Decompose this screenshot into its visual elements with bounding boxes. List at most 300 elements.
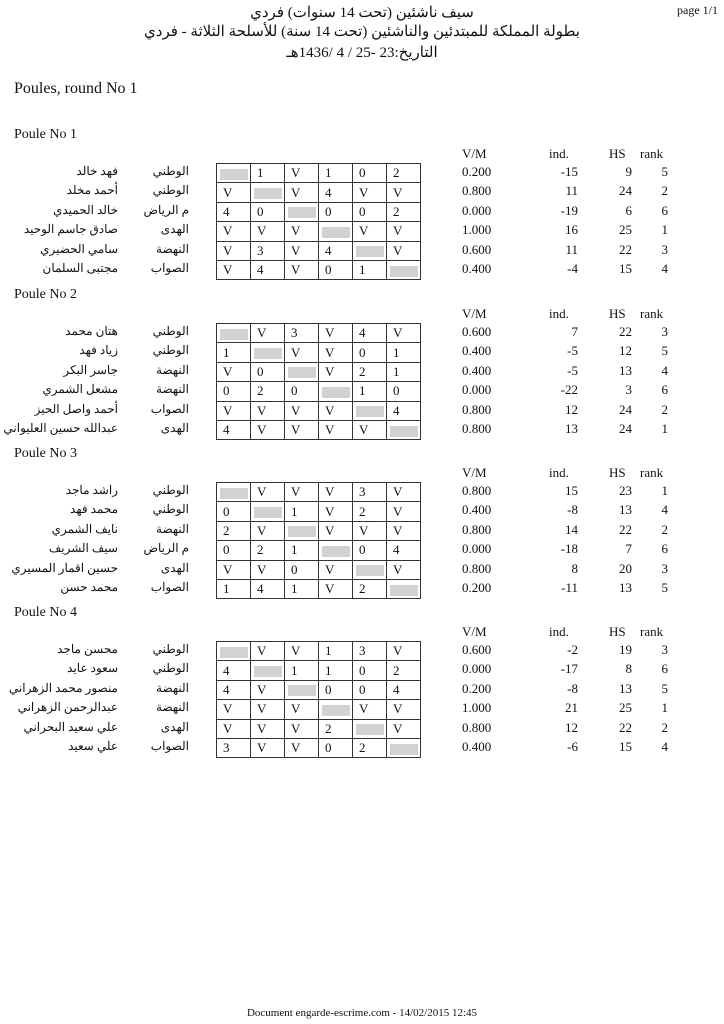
self-bout-shading <box>322 546 350 557</box>
rank-header: rank <box>640 465 664 480</box>
bout-cell: 2 <box>353 738 387 757</box>
vm-value: 0.800 <box>462 483 492 498</box>
fencer-name: مشعل الشمري <box>42 382 118 397</box>
grid-row <box>217 680 421 699</box>
fencer-club: الهدى <box>160 719 189 734</box>
ind-value: -15 <box>560 164 578 179</box>
grid-row <box>217 420 421 439</box>
fencer-name: زياد فهد <box>79 343 118 358</box>
self-bout-shading <box>390 266 418 277</box>
bout-cell: V <box>387 521 421 540</box>
vm-value: 0.000 <box>462 382 492 398</box>
fencer-name: راشد ماجد <box>65 483 118 497</box>
bout-cell: V <box>319 502 353 521</box>
fencer-club: النهضة <box>156 362 189 377</box>
bout-cell <box>285 202 319 221</box>
grid-row <box>217 483 421 502</box>
ind-value: -5 <box>567 362 578 378</box>
grid-row <box>217 719 421 738</box>
bout-cell: 1 <box>353 382 387 401</box>
ind-value: -19 <box>560 202 578 218</box>
rank-value: 5 <box>661 343 668 359</box>
vm-header: V/M <box>462 306 487 321</box>
bout-grid <box>216 482 421 599</box>
hs-value: 22 <box>619 324 632 339</box>
self-bout-shading <box>254 348 282 359</box>
bout-cell: 0 <box>353 541 387 560</box>
bout-cell: V <box>387 719 421 738</box>
rank-value: 1 <box>661 700 668 716</box>
bout-cell: V <box>217 241 251 260</box>
bout-cell: 4 <box>251 579 285 598</box>
fencer-name: هتان محمد <box>65 324 118 338</box>
fencer-name: محسن ماجد <box>57 642 118 656</box>
bout-cell <box>353 719 387 738</box>
bout-cell: 2 <box>217 521 251 540</box>
rank-value: 2 <box>661 183 668 199</box>
ind-header: ind. <box>549 465 569 480</box>
vm-value: 0.200 <box>462 580 492 595</box>
bout-cell <box>353 401 387 420</box>
vm-value: 0.800 <box>462 521 492 537</box>
bout-cell: 2 <box>353 502 387 521</box>
bout-cell: V <box>387 560 421 579</box>
bout-cell: 4 <box>217 680 251 699</box>
ind-header: ind. <box>549 624 569 639</box>
rank-value: 1 <box>661 483 668 498</box>
bout-cell: V <box>285 642 319 661</box>
bout-cell: 2 <box>319 719 353 738</box>
vm-value: 0.000 <box>462 202 492 218</box>
bout-cell: 0 <box>353 343 387 362</box>
bout-cell: 0 <box>353 164 387 183</box>
ind-value: -8 <box>567 502 578 518</box>
hs-value: 24 <box>619 401 632 417</box>
bout-cell: 1 <box>319 164 353 183</box>
fencer-name: سامي الحضيري <box>40 241 118 256</box>
self-bout-shading <box>390 426 418 437</box>
fencer-name: جاسر البكر <box>63 362 118 377</box>
self-bout-shading <box>288 685 316 696</box>
bout-cell: V <box>353 700 387 719</box>
bout-cell: 2 <box>387 164 421 183</box>
ind-value: -17 <box>560 661 578 677</box>
bout-cell: V <box>319 401 353 420</box>
bout-cell: V <box>251 483 285 502</box>
rank-value: 1 <box>661 222 668 238</box>
ind-value: 15 <box>565 483 578 498</box>
fencer-club: الوطني <box>152 343 189 358</box>
hs-value: 7 <box>625 541 632 557</box>
vm-value: 0.800 <box>462 421 492 436</box>
fencer-club: م الرياض <box>143 202 189 217</box>
self-bout-shading <box>322 387 350 398</box>
rank-value: 3 <box>661 241 668 257</box>
bout-cell <box>387 579 421 598</box>
bout-cell <box>387 738 421 757</box>
rank-value: 3 <box>661 642 668 657</box>
bout-cell: V <box>319 521 353 540</box>
grid-row <box>217 362 421 381</box>
bout-grid <box>216 641 421 758</box>
ind-header: ind. <box>549 146 569 161</box>
bout-cell: V <box>251 700 285 719</box>
bout-cell: 1 <box>285 661 319 680</box>
bout-cell <box>217 324 251 343</box>
bout-cell <box>251 661 285 680</box>
bout-cell: V <box>387 502 421 521</box>
rank-header: rank <box>640 624 664 639</box>
vm-value: 0.600 <box>462 241 492 257</box>
poule-title: Poule No 1 <box>14 127 77 142</box>
bout-cell: V <box>319 324 353 343</box>
vm-header: V/M <box>462 146 487 161</box>
grid-row <box>217 541 421 560</box>
bout-cell: 1 <box>319 642 353 661</box>
rank-value: 5 <box>661 164 668 179</box>
page-number: page 1/1 <box>677 3 718 17</box>
grid-row <box>217 164 421 183</box>
bout-cell: 4 <box>217 661 251 680</box>
bout-cell: 0 <box>319 680 353 699</box>
bout-cell: 0 <box>285 382 319 401</box>
vm-value: 0.200 <box>462 164 492 179</box>
hs-value: 24 <box>619 183 632 199</box>
bout-cell: V <box>251 420 285 439</box>
bout-cell <box>251 183 285 202</box>
rank-value: 4 <box>661 502 668 518</box>
fencer-club: الوطني <box>152 164 189 178</box>
rank-value: 4 <box>661 362 668 378</box>
hs-value: 19 <box>619 642 632 657</box>
ind-value: 13 <box>565 421 578 436</box>
bout-cell <box>387 420 421 439</box>
self-bout-shading <box>288 207 316 218</box>
rank-value: 6 <box>661 661 668 677</box>
self-bout-shading <box>220 329 248 340</box>
bout-cell: 3 <box>217 738 251 757</box>
bout-cell: V <box>387 222 421 241</box>
bout-cell: 0 <box>319 260 353 279</box>
fencer-club: الصواب <box>150 580 189 594</box>
fencer-club: الهدى <box>160 421 189 435</box>
fencer-name: محمد حسن <box>60 580 118 594</box>
bout-cell: 4 <box>353 324 387 343</box>
fencer-name: علي سعيد <box>68 739 118 753</box>
vm-value: 0.800 <box>462 183 492 199</box>
rank-value: 5 <box>661 680 668 696</box>
bout-cell: V <box>285 483 319 502</box>
bout-cell: 0 <box>251 202 285 221</box>
bout-cell <box>319 700 353 719</box>
bout-cell: 0 <box>353 661 387 680</box>
hs-value: 24 <box>619 421 632 436</box>
bout-cell: V <box>217 362 251 381</box>
bout-grid <box>216 163 421 280</box>
bout-cell <box>217 483 251 502</box>
bout-cell: V <box>217 401 251 420</box>
bout-cell: V <box>353 420 387 439</box>
ind-value: 21 <box>565 700 578 716</box>
grid-row <box>217 382 421 401</box>
bout-cell <box>353 560 387 579</box>
vm-value: 0.800 <box>462 401 492 417</box>
fencer-club: الصواب <box>150 261 189 275</box>
bout-cell: 2 <box>353 362 387 381</box>
bout-cell <box>251 502 285 521</box>
ind-value: 8 <box>571 560 578 576</box>
bout-cell: 1 <box>387 343 421 362</box>
self-bout-shading <box>254 188 282 199</box>
bout-cell: V <box>285 164 319 183</box>
grid-row <box>217 700 421 719</box>
rank-header: rank <box>640 306 664 321</box>
bout-cell <box>285 362 319 381</box>
vm-value: 0.800 <box>462 719 492 735</box>
self-bout-shading <box>220 169 248 180</box>
bout-cell: 0 <box>387 382 421 401</box>
bout-cell <box>387 260 421 279</box>
hs-value: 13 <box>619 502 632 518</box>
bout-cell: V <box>251 738 285 757</box>
ind-value: 14 <box>565 521 578 537</box>
bout-cell: V <box>387 700 421 719</box>
fencer-name: أحمد مخلد <box>66 183 118 198</box>
bout-cell: 1 <box>217 579 251 598</box>
bout-cell: 0 <box>285 560 319 579</box>
bout-cell: V <box>285 719 319 738</box>
grid-row <box>217 343 421 362</box>
grid-row <box>217 260 421 279</box>
ind-value: -2 <box>567 642 578 657</box>
fencer-club: النهضة <box>156 382 189 397</box>
rank-value: 6 <box>661 202 668 218</box>
bout-cell: 4 <box>217 202 251 221</box>
ind-value: 16 <box>565 222 578 238</box>
rank-value: 6 <box>661 382 668 398</box>
self-bout-shading <box>390 744 418 755</box>
bout-cell: V <box>217 700 251 719</box>
bout-cell: V <box>251 719 285 738</box>
self-bout-shading <box>356 406 384 417</box>
fencer-club: الصواب <box>150 401 189 416</box>
ind-value: -18 <box>560 541 578 557</box>
bout-cell: 1 <box>285 502 319 521</box>
ind-value: 12 <box>565 401 578 417</box>
bout-cell <box>217 164 251 183</box>
ind-value: -8 <box>567 680 578 696</box>
fencer-club: النهضة <box>156 700 189 715</box>
ind-value: -11 <box>561 580 578 595</box>
self-bout-shading <box>254 507 282 518</box>
footer: Document engarde-escrime.com - 14/02/2015 12:45 <box>246 1007 478 1019</box>
hs-header: HS <box>609 306 626 321</box>
hs-value: 22 <box>619 241 632 257</box>
bout-cell: V <box>285 222 319 241</box>
grid-row <box>217 222 421 241</box>
bout-cell: 0 <box>251 362 285 381</box>
bout-cell: V <box>217 183 251 202</box>
bout-cell: 4 <box>387 541 421 560</box>
bout-cell <box>285 521 319 540</box>
bout-cell: V <box>251 680 285 699</box>
fencer-club: الهدى <box>160 222 189 237</box>
bout-cell: 2 <box>387 661 421 680</box>
hs-value: 6 <box>625 202 632 218</box>
hs-header: HS <box>609 465 626 480</box>
grid-row <box>217 183 421 202</box>
self-bout-shading <box>220 647 248 658</box>
bout-cell: V <box>387 183 421 202</box>
bout-cell: 1 <box>217 343 251 362</box>
grid-row <box>217 521 421 540</box>
grid-row <box>217 324 421 343</box>
bout-cell: 3 <box>353 642 387 661</box>
bout-cell: V <box>285 420 319 439</box>
bout-cell: 4 <box>217 420 251 439</box>
rank-value: 2 <box>661 401 668 417</box>
vm-value: 0.000 <box>462 661 492 677</box>
rank-value: 1 <box>661 421 668 436</box>
rank-header: rank <box>640 146 664 161</box>
fencer-club: النهضة <box>156 241 189 256</box>
fencer-club: الوطني <box>152 324 189 338</box>
bout-cell: 4 <box>251 260 285 279</box>
bout-cell: V <box>251 521 285 540</box>
hs-value: 23 <box>619 483 632 498</box>
bout-cell: 4 <box>319 241 353 260</box>
bout-cell: 0 <box>217 541 251 560</box>
fencer-club: الوطني <box>152 183 189 198</box>
rank-value: 5 <box>661 580 668 595</box>
fencer-club: الوطني <box>152 642 189 656</box>
bout-cell: V <box>319 483 353 502</box>
ind-value: -6 <box>567 739 578 754</box>
hs-value: 8 <box>625 661 632 677</box>
hs-value: 13 <box>619 362 632 378</box>
bout-cell: V <box>251 560 285 579</box>
grid-row <box>217 502 421 521</box>
hs-value: 15 <box>619 739 632 754</box>
hs-value: 3 <box>625 382 632 398</box>
poule-title: Poule No 4 <box>14 605 77 620</box>
grid-row <box>217 642 421 661</box>
vm-header: V/M <box>462 624 487 639</box>
fencer-club: النهضة <box>156 680 189 695</box>
bout-cell: V <box>319 560 353 579</box>
bout-cell: 1 <box>251 164 285 183</box>
grid-row <box>217 661 421 680</box>
rank-value: 4 <box>661 739 668 754</box>
grid-row <box>217 202 421 221</box>
bout-cell <box>285 680 319 699</box>
bout-cell: V <box>217 560 251 579</box>
self-bout-shading <box>356 724 384 735</box>
bout-cell: 1 <box>285 579 319 598</box>
bout-cell: V <box>319 579 353 598</box>
bout-cell: V <box>251 324 285 343</box>
grid-row <box>217 738 421 757</box>
fencer-name: محمد فهد <box>70 502 118 517</box>
ind-value: 7 <box>571 324 578 339</box>
bout-cell: 1 <box>387 362 421 381</box>
bout-cell: 0 <box>353 202 387 221</box>
bout-cell: V <box>353 521 387 540</box>
vm-value: 1.000 <box>462 700 492 716</box>
ind-value: -5 <box>567 343 578 359</box>
grid-row <box>217 579 421 598</box>
ind-header: ind. <box>549 306 569 321</box>
self-bout-shading <box>220 488 248 499</box>
hs-header: HS <box>609 624 626 639</box>
bout-cell: 2 <box>251 382 285 401</box>
bout-cell: 0 <box>319 738 353 757</box>
vm-value: 0.800 <box>462 560 492 576</box>
fencer-name: علي سعيد البحراني <box>23 719 118 734</box>
bout-cell: V <box>319 420 353 439</box>
bout-cell: 4 <box>387 401 421 420</box>
ind-value: 11 <box>565 241 578 257</box>
fencer-name: نايف الشمري <box>51 521 118 536</box>
bout-cell <box>217 642 251 661</box>
rank-value: 6 <box>661 541 668 557</box>
bout-cell: V <box>285 401 319 420</box>
ind-value: 12 <box>565 719 578 735</box>
fencer-club: الصواب <box>150 739 189 753</box>
self-bout-shading <box>390 585 418 596</box>
bout-cell: V <box>217 260 251 279</box>
fencer-name: فهد خالد <box>76 164 118 178</box>
championship-title: بطولة المملكة للمبتدئين والناشئين (تحت 14 سنة) للأسلحة الثلاثة - فردي <box>144 24 580 40</box>
rank-value: 4 <box>661 261 668 276</box>
bout-cell: V <box>251 401 285 420</box>
bout-cell: V <box>217 719 251 738</box>
hs-value: 25 <box>619 700 632 716</box>
vm-value: 0.400 <box>462 739 492 754</box>
bout-cell: 1 <box>353 260 387 279</box>
bout-cell: 0 <box>353 680 387 699</box>
bout-cell <box>319 222 353 241</box>
bout-cell: V <box>285 241 319 260</box>
grid-row <box>217 401 421 420</box>
fencer-name: حسين اقمار المسيري <box>11 560 118 575</box>
bout-cell <box>353 241 387 260</box>
hs-value: 15 <box>619 261 632 276</box>
self-bout-shading <box>254 666 282 677</box>
hs-header: HS <box>609 146 626 161</box>
bout-cell: V <box>285 183 319 202</box>
event-title: سيف ناشئين (تحت 14 سنوات) فردي <box>250 5 474 21</box>
bout-cell: 4 <box>387 680 421 699</box>
bout-cell: 1 <box>285 541 319 560</box>
bout-cell: 0 <box>319 202 353 221</box>
fencer-club: الوطني <box>152 502 189 517</box>
fencer-name: سيف الشريف <box>48 541 118 556</box>
vm-value: 0.000 <box>462 541 492 557</box>
bout-cell <box>319 382 353 401</box>
bout-cell: V <box>353 183 387 202</box>
fencer-name: سعود عايد <box>67 661 118 676</box>
vm-value: 0.400 <box>462 502 492 518</box>
bout-cell: 3 <box>353 483 387 502</box>
rank-value: 2 <box>661 521 668 537</box>
ind-value: -4 <box>567 261 578 276</box>
grid-row <box>217 241 421 260</box>
bout-cell: V <box>387 642 421 661</box>
bout-cell: 0 <box>217 382 251 401</box>
bout-cell: V <box>285 738 319 757</box>
bout-cell: V <box>319 343 353 362</box>
